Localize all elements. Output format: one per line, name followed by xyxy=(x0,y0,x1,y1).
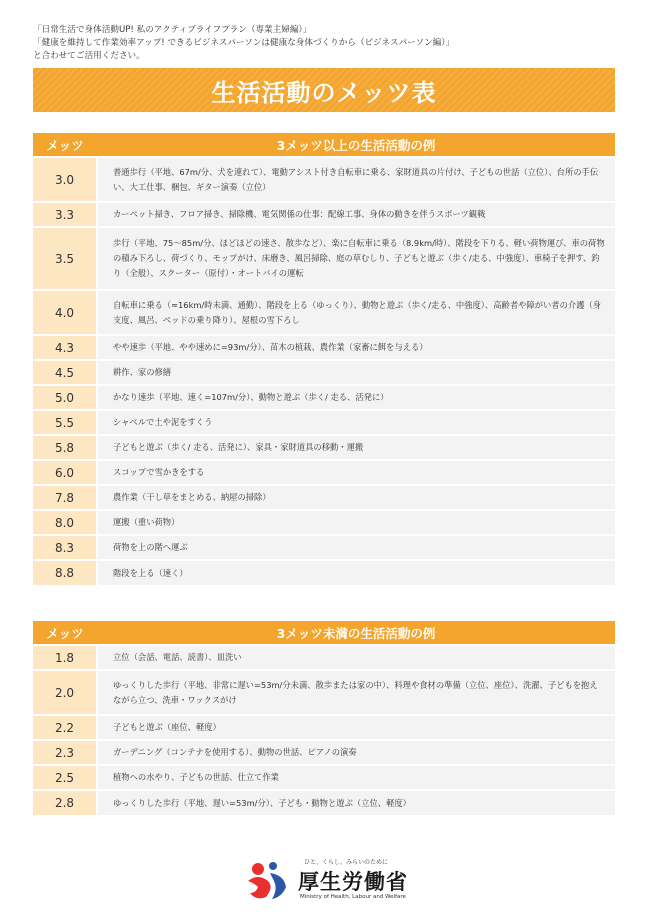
mets-value: 5.8 xyxy=(33,435,97,460)
header-activity: 3メッツ以上の生活活動の例 xyxy=(97,133,615,157)
table-row xyxy=(33,790,615,815)
mets-value: 5.0 xyxy=(33,385,97,410)
table-row xyxy=(33,435,615,460)
page-title: 生活活動のメッツ表 xyxy=(211,78,437,107)
intro-line-2: 「健康を維持して作業効率アップ! できるビジネスパーソンは健康な身体づくりから（ビジネスパーソン編）」 xyxy=(33,38,455,48)
mets-value: 2.0 xyxy=(33,670,97,715)
logo-name-ja: 厚生労働省 xyxy=(298,870,408,894)
table-row xyxy=(33,485,615,510)
table-row xyxy=(33,460,615,485)
table-row xyxy=(33,740,615,765)
mets-value: 2.8 xyxy=(33,790,97,815)
mets-value: 4.3 xyxy=(33,335,97,360)
intro-line-3: と合わせてご活用ください。 xyxy=(33,51,145,61)
table-row xyxy=(33,510,615,535)
activity-text: かなり速歩（平地、速く=107m/分）、動物と遊ぶ（歩く/ 走る、活発に） xyxy=(97,385,615,410)
activity-text: 階段を上る（速く） xyxy=(97,560,615,585)
mets-value: 4.0 xyxy=(33,290,97,335)
table-row xyxy=(33,157,615,202)
activity-text: 農作業（干し草をまとめる、納屋の掃除） xyxy=(97,485,615,510)
intro-text xyxy=(33,24,454,63)
mets-value: 3.0 xyxy=(33,157,97,202)
mets-value: 8.0 xyxy=(33,510,97,535)
mets-value: 8.8 xyxy=(33,560,97,585)
activity-text: 運搬（重い荷物） xyxy=(97,510,615,535)
mets-value: 2.3 xyxy=(33,740,97,765)
activity-text: ガーデニング（コンテナを使用する）、動物の世話、ピアノの演奏 xyxy=(97,740,615,765)
table-row xyxy=(33,715,615,740)
table-row xyxy=(33,290,615,335)
table-row xyxy=(33,560,615,585)
activity-text: ゆっくりした歩行（平地、非常に遅い=53m/分未満、散歩または家の中）、料理や食材の準備（立位、座位）、洗濯、子どもを抱えながら立つ、洗車・ワックスがけ xyxy=(97,670,615,715)
mets-value: 6.0 xyxy=(33,460,97,485)
table-row xyxy=(33,202,615,227)
activity-text: 荷物を上の階へ運ぶ xyxy=(97,535,615,560)
table-row xyxy=(33,227,615,290)
table-row xyxy=(33,385,615,410)
activity-text: 普通歩行（平地、67m/分、犬を連れて）、電動アシスト付き自転車に乗る、家財道具の片付け、子どもの世話（立位）、台所の手伝い、大工仕事、梱包、ギター演奏（立位） xyxy=(97,157,615,202)
activity-text: 自転車に乗る（≈16km/時未満、通勤）、階段を上る（ゆっくり）、動物と遊ぶ（歩く/走る、中強度）、高齢者や障がい者の介護（身支度、風呂、ベッドの乗り降り）、屋根の雪下ろし xyxy=(97,290,615,335)
activity-text: 子どもと遊ぶ（座位、軽度） xyxy=(97,715,615,740)
table-row xyxy=(33,670,615,715)
header-mets: メッツ xyxy=(33,621,97,645)
table-header-row xyxy=(33,621,615,645)
table-row xyxy=(33,535,615,560)
activity-text: 立位（会話、電話、読書）、皿洗い xyxy=(97,645,615,670)
table-header-row xyxy=(33,133,615,157)
activity-text: 子どもと遊ぶ（歩く/ 走る、活発に）、家具・家財道具の移動・運搬 xyxy=(97,435,615,460)
mets-value: 2.2 xyxy=(33,715,97,740)
header-activity: 3メッツ未満の生活活動の例 xyxy=(97,621,615,645)
mets-value: 2.5 xyxy=(33,765,97,790)
logo-tagline: ひと、くらし、みらいのために xyxy=(304,859,389,866)
mets-value: 3.3 xyxy=(33,202,97,227)
table-row xyxy=(33,645,615,670)
activity-text: ゆっくりした歩行（平地、遅い=53m/分）、子ども・動物と遊ぶ（立位、軽度） xyxy=(97,790,615,815)
mets-table-3plus xyxy=(33,133,615,585)
activity-text: スコップで雪かきをする xyxy=(97,460,615,485)
intro-line-1: 「日常生活で身体活動UP! 私のアクティブライフプラン（専業主婦編）」 xyxy=(33,25,312,35)
mhlw-emblem-icon xyxy=(244,859,290,901)
activity-text: 耕作、家の修繕 xyxy=(97,360,615,385)
mets-value: 7.8 xyxy=(33,485,97,510)
mets-value: 5.5 xyxy=(33,410,97,435)
mets-value: 1.8 xyxy=(33,645,97,670)
activity-text: シャベルで土や泥をすくう xyxy=(97,410,615,435)
activity-text: 歩行（平地、75～85m/分、ほどほどの速さ、散歩など）、楽に自転車に乗る（8.9km/時）、階段を下りる、軽い荷物運び、車の荷物の積み下ろし、荷づくり、モップがけ、床磨き、風呂掃除、庭の草むしり、子どもと遊ぶ（歩く/走る、中強度）、車椅子を押す、釣り（全般）、スクーター（原付）・オートバイの運転 xyxy=(97,227,615,290)
table-row xyxy=(33,360,615,385)
table-row xyxy=(33,335,615,360)
mets-value: 3.5 xyxy=(33,227,97,290)
title-banner xyxy=(33,68,615,112)
table-row xyxy=(33,765,615,790)
activity-text: やや速歩（平地、やや速めに=93m/分）、苗木の植栽、農作業（家畜に餌を与える） xyxy=(97,335,615,360)
table-row xyxy=(33,410,615,435)
mets-table-under3 xyxy=(33,621,615,815)
logo-name-en: Ministry of Health, Labour and Welfare xyxy=(300,894,406,900)
mets-value: 4.5 xyxy=(33,360,97,385)
header-mets: メッツ xyxy=(33,133,97,157)
activity-text: 植物への水やり、子どもの世話、仕立て作業 xyxy=(97,765,615,790)
mets-value: 8.3 xyxy=(33,535,97,560)
mhlw-logo xyxy=(244,855,444,905)
activity-text: カーペット掃き、フロア掃き、掃除機、電気関係の仕事：配線工事、身体の動きを伴うスポーツ観戦 xyxy=(97,202,615,227)
